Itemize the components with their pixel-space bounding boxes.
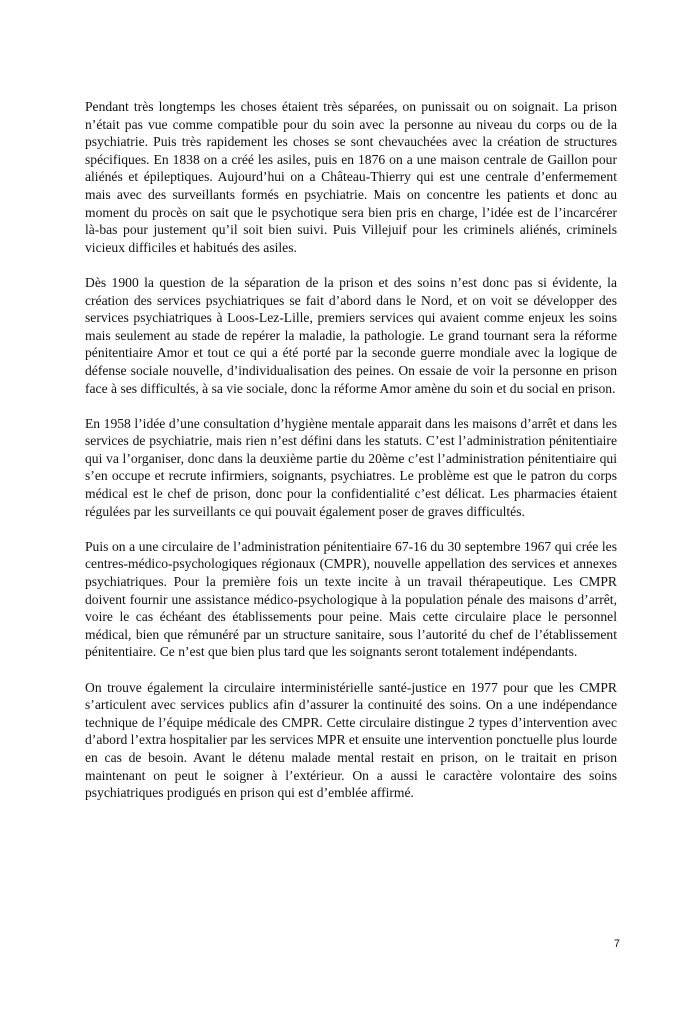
paragraph-2: Dès 1900 la question de la séparation de la prison et des soins n’est donc pas si évidente, la création des services psychiatriques se fait d’abord dans le Nord, et on voit se développer des services psychiatriques à Loos-Lez-Lille, premiers services qui avaient comme enjeux les soins mais seulement au stade de repérer la maladie, la pathologie. Le grand tournant sera la réforme pénitentiaire Amor et tout ce qui a été porté par la seconde guerre mondiale avec la logique de défense sociale nouvelle, d’individualisation des peines. On essaie de voir la personne en prison face à ses difficultés, à sa vie sociale, donc la réforme Amor amène du soin et du social en prison. <box>85 274 617 396</box>
paragraph-1: Pendant très longtemps les choses étaient très séparées, on punissait ou on soignait. La prison n’était pas vue comme compatible pour du soin avec la personne au niveau du corps ou de la psychiatrie. Puis très rapidement les choses se sont chevauchées avec la création de structures spécifiques. En 1838 on a créé les asiles, puis en 1876 on a une maison centrale de Gaillon pour aliénés et épileptiques. Aujourd’hui on a Château-Thierry qui est une centrale d’enfermement mais avec des surveillants formés en psychiatrie. Mais on concentre les patients et donc au moment du procès on sait que le psychotique sera bien pris en charge, l’idée est de l’incarcérer là-bas pour justement qu’il soit bien suivi. Puis Villejuif pour les criminels aliénés, criminels vicieux difficiles et habitués des asiles. <box>85 99 617 255</box>
paragraph-3: En 1958 l’idée d’une consultation d’hygiène mentale apparait dans les maisons d’arrêt et dans les services de psychiatrie, mais rien n’est défini dans les statuts. C’est l’administration pénitentiaire qui va l’organiser, donc dans la deuxième partie du 20ème c’est l’administration pénitentiaire qui s’en occupe et recrute infirmiers, soignants, psychiatres. Le problème est que le patron du corps médical est le chef de prison, donc pour la confidentialité c’est délicat. Les pharmacies étaient régulées par les surveillants ce qui pouvait également poser de graves difficultés. <box>85 415 617 519</box>
paragraph-4: Puis on a une circulaire de l’administration pénitentiaire 67-16 du 30 septembre 1967 qui crée les centres-médico-psychologiques régionaux (CMPR), nouvelle appellation des services et annexes psychiatriques. Pour la première fois un texte incite à un travail thérapeutique. Les CMPR doivent fournir une assistance médico-psychologique à la population pénale des maisons d’arrêt, voire le cas échéant des établissements pour peine. Mais cette circulaire place le personnel médical, bien que rémunéré par un structure sanitaire, sous l’autorité du chef de l’établissement pénitentiaire. Ce n’est que bien plus tard que les soignants seront totalement indépendants. <box>85 538 617 660</box>
paragraph-5: On trouve également la circulaire interministérielle santé-justice en 1977 pour que les CMPR s’articulent avec services publics afin d’assurer la continuité des soins. On a une indépendance technique de l’équipe médicale des CMPR. Cette circulaire distingue 2 types d’intervention avec d’abord l’extra hospitalier par les services MPR et ensuite une intervention ponctuelle plus lourde en cas de besoin. Avant le détenu malade mental restait en prison, on le traitait en prison maintenant on peut le soigner à l’extérieur. On a aussi le caractère volontaire des soins psychiatriques prodigués en prison qui est d’emblée affirmé. <box>85 679 617 801</box>
body-text <box>85 98 617 819</box>
page-number: 7 <box>613 938 620 950</box>
